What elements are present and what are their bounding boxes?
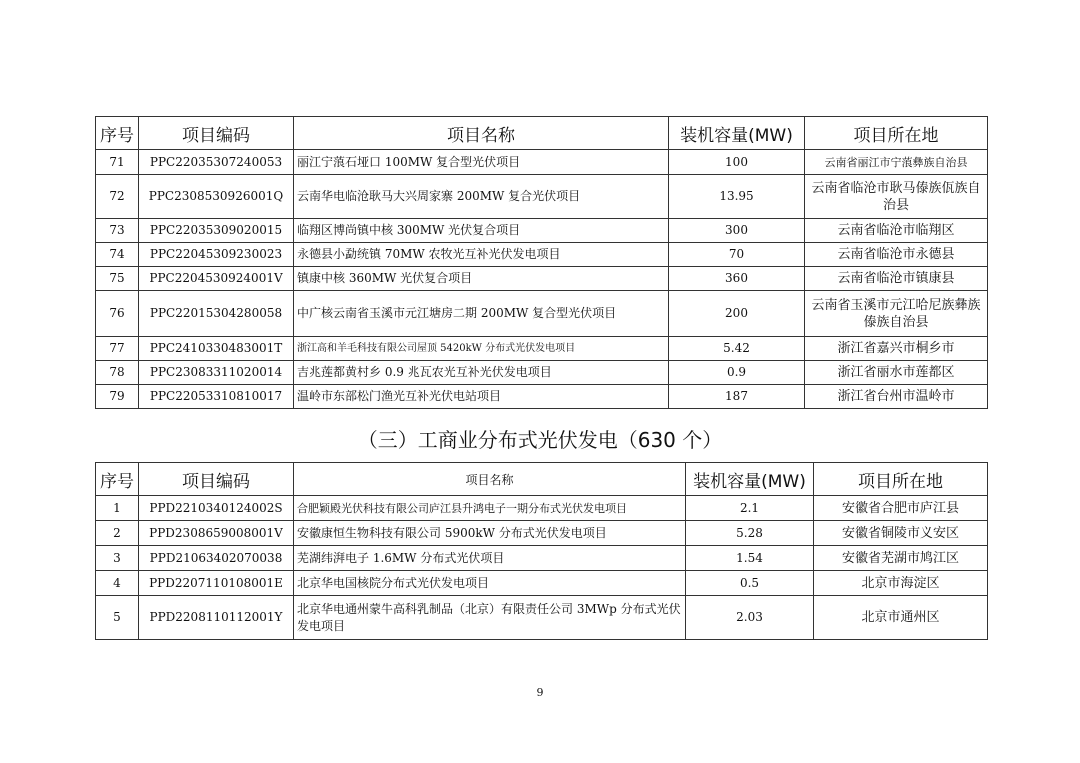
table-row	[96, 571, 988, 596]
cell-location: 北京市海淀区	[814, 571, 988, 596]
cell-name: 安徽康恒生物科技有限公司 5900kW 分布式光伏发电项目	[294, 521, 686, 546]
header-seq: 序号	[96, 463, 139, 496]
cell-name: 丽江宁蒗石垭口 100MW 复合型光伏项目	[294, 150, 669, 175]
cell-code: PPC22053310810017	[139, 385, 294, 409]
cell-seq: 75	[96, 267, 139, 291]
page-number: 9	[536, 686, 544, 699]
table-row	[96, 219, 988, 243]
cell-capacity: 0.9	[669, 361, 805, 385]
header-capacity: 装机容量(MW)	[669, 117, 805, 150]
cell-code: PPC22015304280058	[139, 291, 294, 337]
header-capacity: 装机容量(MW)	[686, 463, 814, 496]
cell-code: PPD21063402070038	[139, 546, 294, 571]
cell-name: 北京华电通州蒙牛高科乳制品（北京）有限责任公司 3MWp 分布式光伏发电项目	[294, 596, 686, 640]
cell-code: PPC23083311020014	[139, 361, 294, 385]
cell-code: PPD2207110108001E	[139, 571, 294, 596]
cell-code: PPC22035309020015	[139, 219, 294, 243]
cell-seq: 4	[96, 571, 139, 596]
cell-seq: 73	[96, 219, 139, 243]
cell-capacity: 0.5	[686, 571, 814, 596]
table-row	[96, 385, 988, 409]
cell-location: 浙江省台州市温岭市	[805, 385, 988, 409]
table-row	[96, 521, 988, 546]
header-location: 项目所在地	[805, 117, 988, 150]
cell-seq: 72	[96, 175, 139, 219]
cell-location: 浙江省丽水市莲都区	[805, 361, 988, 385]
header-name: 项目名称	[294, 463, 686, 496]
cell-seq: 79	[96, 385, 139, 409]
cell-seq: 76	[96, 291, 139, 337]
table-header-row	[96, 463, 988, 496]
cell-capacity: 13.95	[669, 175, 805, 219]
cell-capacity: 2.1	[686, 496, 814, 521]
cell-seq: 5	[96, 596, 139, 640]
table-row	[96, 361, 988, 385]
cell-name: 芜湖纬湃电子 1.6MW 分布式光伏项目	[294, 546, 686, 571]
cell-code: PPD2308659008001V	[139, 521, 294, 546]
cell-seq: 77	[96, 337, 139, 361]
cell-seq: 1	[96, 496, 139, 521]
table-row	[96, 546, 988, 571]
cell-seq: 74	[96, 243, 139, 267]
cell-code: PPD2210340124002S	[139, 496, 294, 521]
cell-name: 温岭市东部松门渔光互补光伏电站项目	[294, 385, 669, 409]
cell-capacity: 5.28	[686, 521, 814, 546]
cell-name: 中广核云南省玉溪市元江塘房二期 200MW 复合型光伏项目	[294, 291, 669, 337]
header-code: 项目编码	[139, 463, 294, 496]
cell-seq: 78	[96, 361, 139, 385]
solar-projects-table-continued	[95, 116, 988, 409]
table-header-row	[96, 117, 988, 150]
cell-name: 合肥颖殿光伏科技有限公司庐江县升鸿电子一期分布式光伏发电项目	[294, 496, 686, 521]
table-row	[96, 175, 988, 219]
commercial-distributed-solar-table	[95, 462, 988, 640]
cell-location: 云南省临沧市永德县	[805, 243, 988, 267]
cell-capacity: 100	[669, 150, 805, 175]
table-row	[96, 267, 988, 291]
cell-capacity: 187	[669, 385, 805, 409]
cell-capacity: 2.03	[686, 596, 814, 640]
section-heading: （三）工商业分布式光伏发电（630 个）	[357, 428, 723, 452]
cell-seq: 2	[96, 521, 139, 546]
table-row	[96, 243, 988, 267]
cell-location: 云南省临沧市临翔区	[805, 219, 988, 243]
cell-capacity: 1.54	[686, 546, 814, 571]
cell-code: PPD2208110112001Y	[139, 596, 294, 640]
cell-location: 浙江省嘉兴市桐乡市	[805, 337, 988, 361]
cell-capacity: 300	[669, 219, 805, 243]
cell-location: 云南省临沧市镇康县	[805, 267, 988, 291]
cell-code: PPC22045309230023	[139, 243, 294, 267]
table-row	[96, 496, 988, 521]
cell-location: 云南省临沧市耿马傣族佤族自治县	[805, 175, 988, 219]
header-location: 项目所在地	[814, 463, 988, 496]
cell-location: 云南省丽江市宁蒗彝族自治县	[805, 150, 988, 175]
cell-location: 安徽省合肥市庐江县	[814, 496, 988, 521]
cell-code: PPC2410330483001T	[139, 337, 294, 361]
cell-capacity: 5.42	[669, 337, 805, 361]
cell-seq: 3	[96, 546, 139, 571]
header-name: 项目名称	[294, 117, 669, 150]
cell-seq: 71	[96, 150, 139, 175]
cell-name: 临翔区博尚镇中核 300MW 光伏复合项目	[294, 219, 669, 243]
table-row	[96, 291, 988, 337]
cell-location: 安徽省铜陵市义安区	[814, 521, 988, 546]
table-row	[96, 596, 988, 640]
cell-capacity: 360	[669, 267, 805, 291]
cell-code: PPC22035307240053	[139, 150, 294, 175]
cell-name: 镇康中核 360MW 光伏复合项目	[294, 267, 669, 291]
table-row	[96, 150, 988, 175]
cell-name: 云南华电临沧耿马大兴周家寨 200MW 复合光伏项目	[294, 175, 669, 219]
cell-location: 安徽省芜湖市鸠江区	[814, 546, 988, 571]
cell-name: 浙江高和羊毛科技有限公司屋顶 5420kW 分布式光伏发电项目	[294, 337, 669, 361]
cell-name: 永德县小勐统镇 70MW 农牧光互补光伏发电项目	[294, 243, 669, 267]
cell-location: 北京市通州区	[814, 596, 988, 640]
table-row	[96, 337, 988, 361]
cell-capacity: 70	[669, 243, 805, 267]
cell-name: 北京华电国核院分布式光伏发电项目	[294, 571, 686, 596]
cell-name: 吉兆莲都黄村乡 0.9 兆瓦农光互补光伏发电项目	[294, 361, 669, 385]
cell-location: 云南省玉溪市元江哈尼族彝族傣族自治县	[805, 291, 988, 337]
cell-capacity: 200	[669, 291, 805, 337]
cell-code: PPC2204530924001V	[139, 267, 294, 291]
header-seq: 序号	[96, 117, 139, 150]
cell-code: PPC2308530926001Q	[139, 175, 294, 219]
header-code: 项目编码	[139, 117, 294, 150]
